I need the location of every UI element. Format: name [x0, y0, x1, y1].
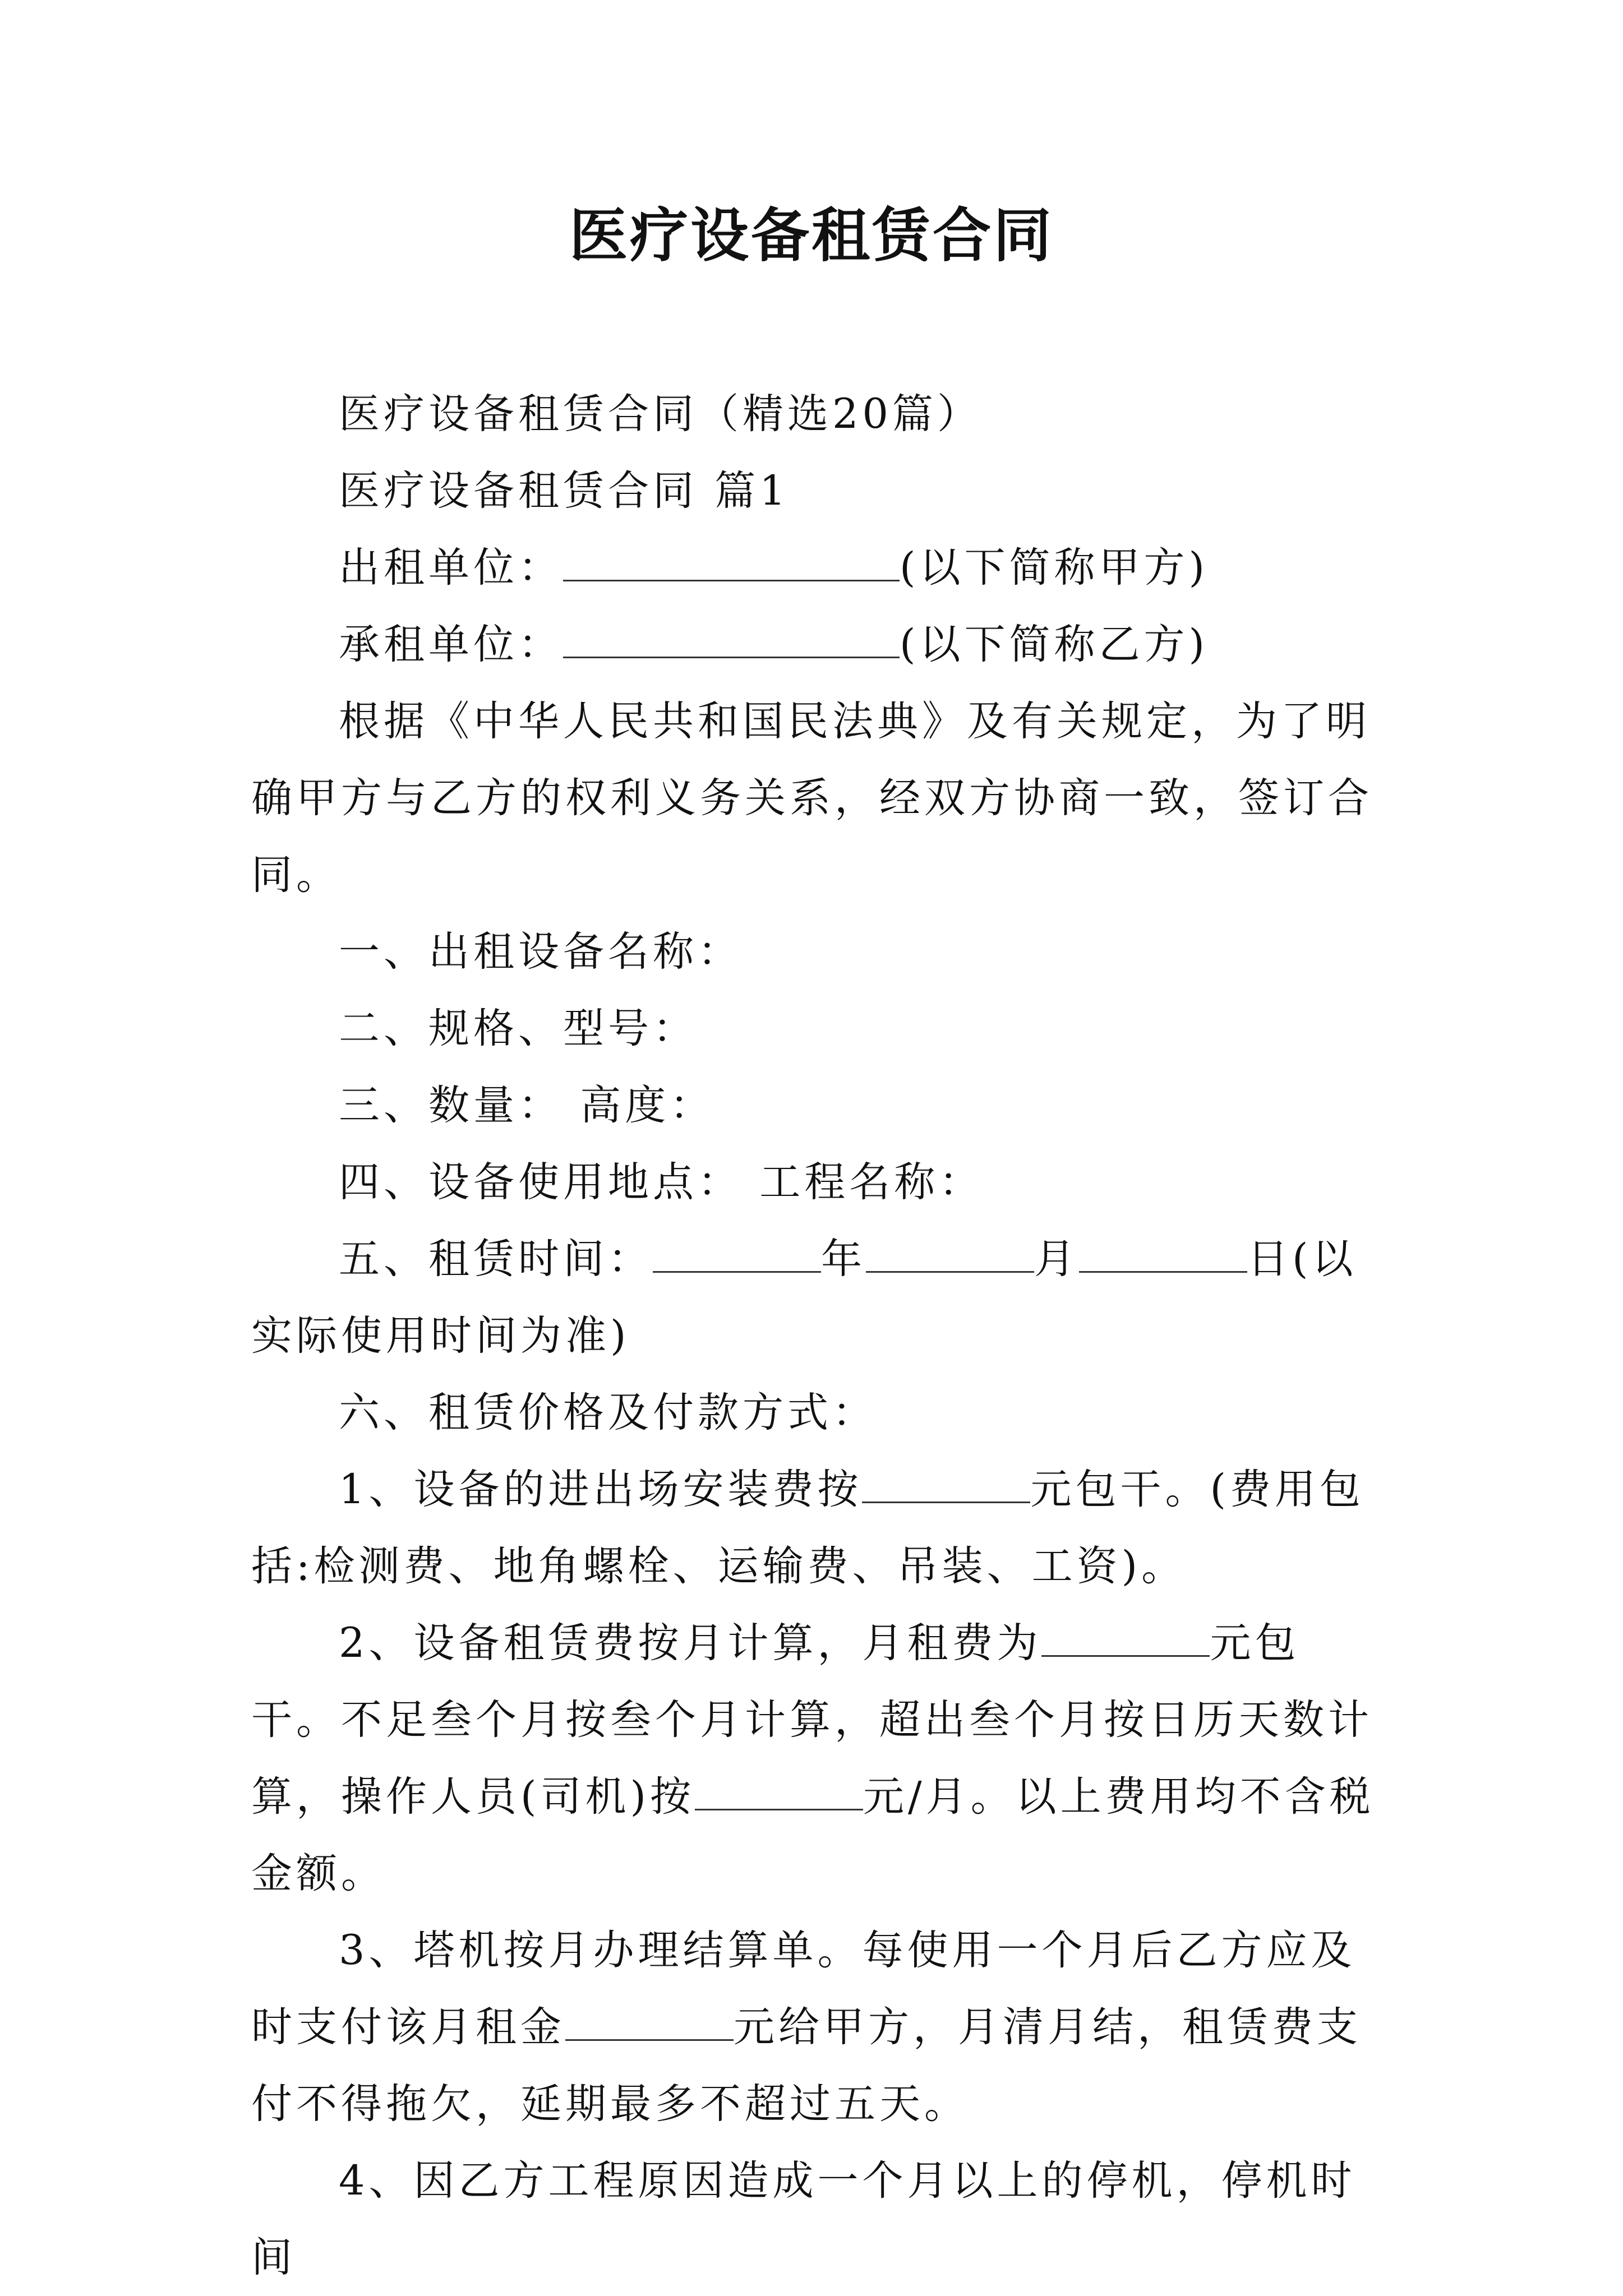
- lease-month-blank: [866, 1233, 1034, 1273]
- lessor-label: 出租单位：: [339, 544, 563, 592]
- clause-2-middle: 元包干。不足叁个月按叁个月计算，超出叁个月按日历天数计算，操作人员(司机)按: [251, 1619, 1373, 1821]
- clause-1: [251, 1451, 1384, 1605]
- lessor-line: [251, 529, 1384, 606]
- document-subtitle: 医疗设备租赁合同（精选20篇）: [339, 390, 982, 438]
- clause-3-blank: [565, 2001, 734, 2041]
- item-quantity-height: 三、数量： 高度：: [339, 1082, 715, 1129]
- lease-period-label: 五、租赁时间：: [339, 1235, 653, 1283]
- clause-2-prefix: 2、设备租赁费按月计算，月租费为: [339, 1619, 1042, 1667]
- clause-3-suffix: 元给甲方，月清月结，租赁费支付不得拖欠，延期最多不超过五天。: [251, 2003, 1362, 2128]
- clause-2-operator-blank: [695, 1771, 863, 1810]
- document-body: [251, 376, 1384, 2296]
- item-price-payment: 六、租赁价格及付款方式：: [339, 1389, 877, 1436]
- item-location-project: 四、设备使用地点： 工程名称：: [339, 1158, 984, 1206]
- lessor-blank: [563, 542, 900, 581]
- clause-2-rent-blank: [1041, 1617, 1210, 1657]
- clause-1-blank: [862, 1463, 1030, 1503]
- item-spec-model: 二、规格、型号：: [339, 1005, 698, 1052]
- item-lease-period: [251, 1221, 1384, 1374]
- clause-1-prefix: 1、设备的进出场安装费按: [339, 1466, 863, 1513]
- lessor-suffix: (以下简称甲方): [900, 544, 1209, 592]
- clause-3: [251, 1912, 1384, 2142]
- section-heading: 医疗设备租赁合同 篇1: [339, 467, 790, 515]
- clause-1-suffix: 元包干。(费用包括:检测费、地角螺栓、运输费、吊装、工资)。: [251, 1466, 1364, 1590]
- item-equipment-name: 一、出租设备名称：: [339, 928, 743, 976]
- lease-year-blank: [653, 1233, 821, 1273]
- lease-day-blank: [1079, 1233, 1247, 1273]
- lessee-label: 承租单位：: [339, 621, 563, 668]
- clause-2: [251, 1605, 1384, 1912]
- lease-year-label: 年: [821, 1235, 866, 1283]
- document-title: 医疗设备租赁合同: [569, 201, 1054, 270]
- intro-paragraph: 根据《中华人民共和国民法典》及有关规定，为了明确甲方与乙方的权利义务关系，经双方协商一致，签订合同。: [251, 697, 1373, 899]
- clause-4: 4、因乙方工程原因造成一个月以上的停机，停机时间: [251, 2157, 1356, 2281]
- lessee-suffix: (以下简称乙方): [900, 621, 1209, 668]
- lessee-blank: [563, 618, 900, 658]
- lease-month-label: 月: [1034, 1235, 1079, 1283]
- lessee-line: [251, 606, 1384, 683]
- clause-3-prefix: 3、塔机按月办理结算单。每使用一个月后乙方应及时支付该月租金: [251, 1927, 1356, 2051]
- clause-2-suffix: 元/月。以上费用均不含税金额。: [251, 1773, 1375, 1897]
- lease-day-suffix: 日(以实际使用时间为准): [251, 1235, 1357, 1360]
